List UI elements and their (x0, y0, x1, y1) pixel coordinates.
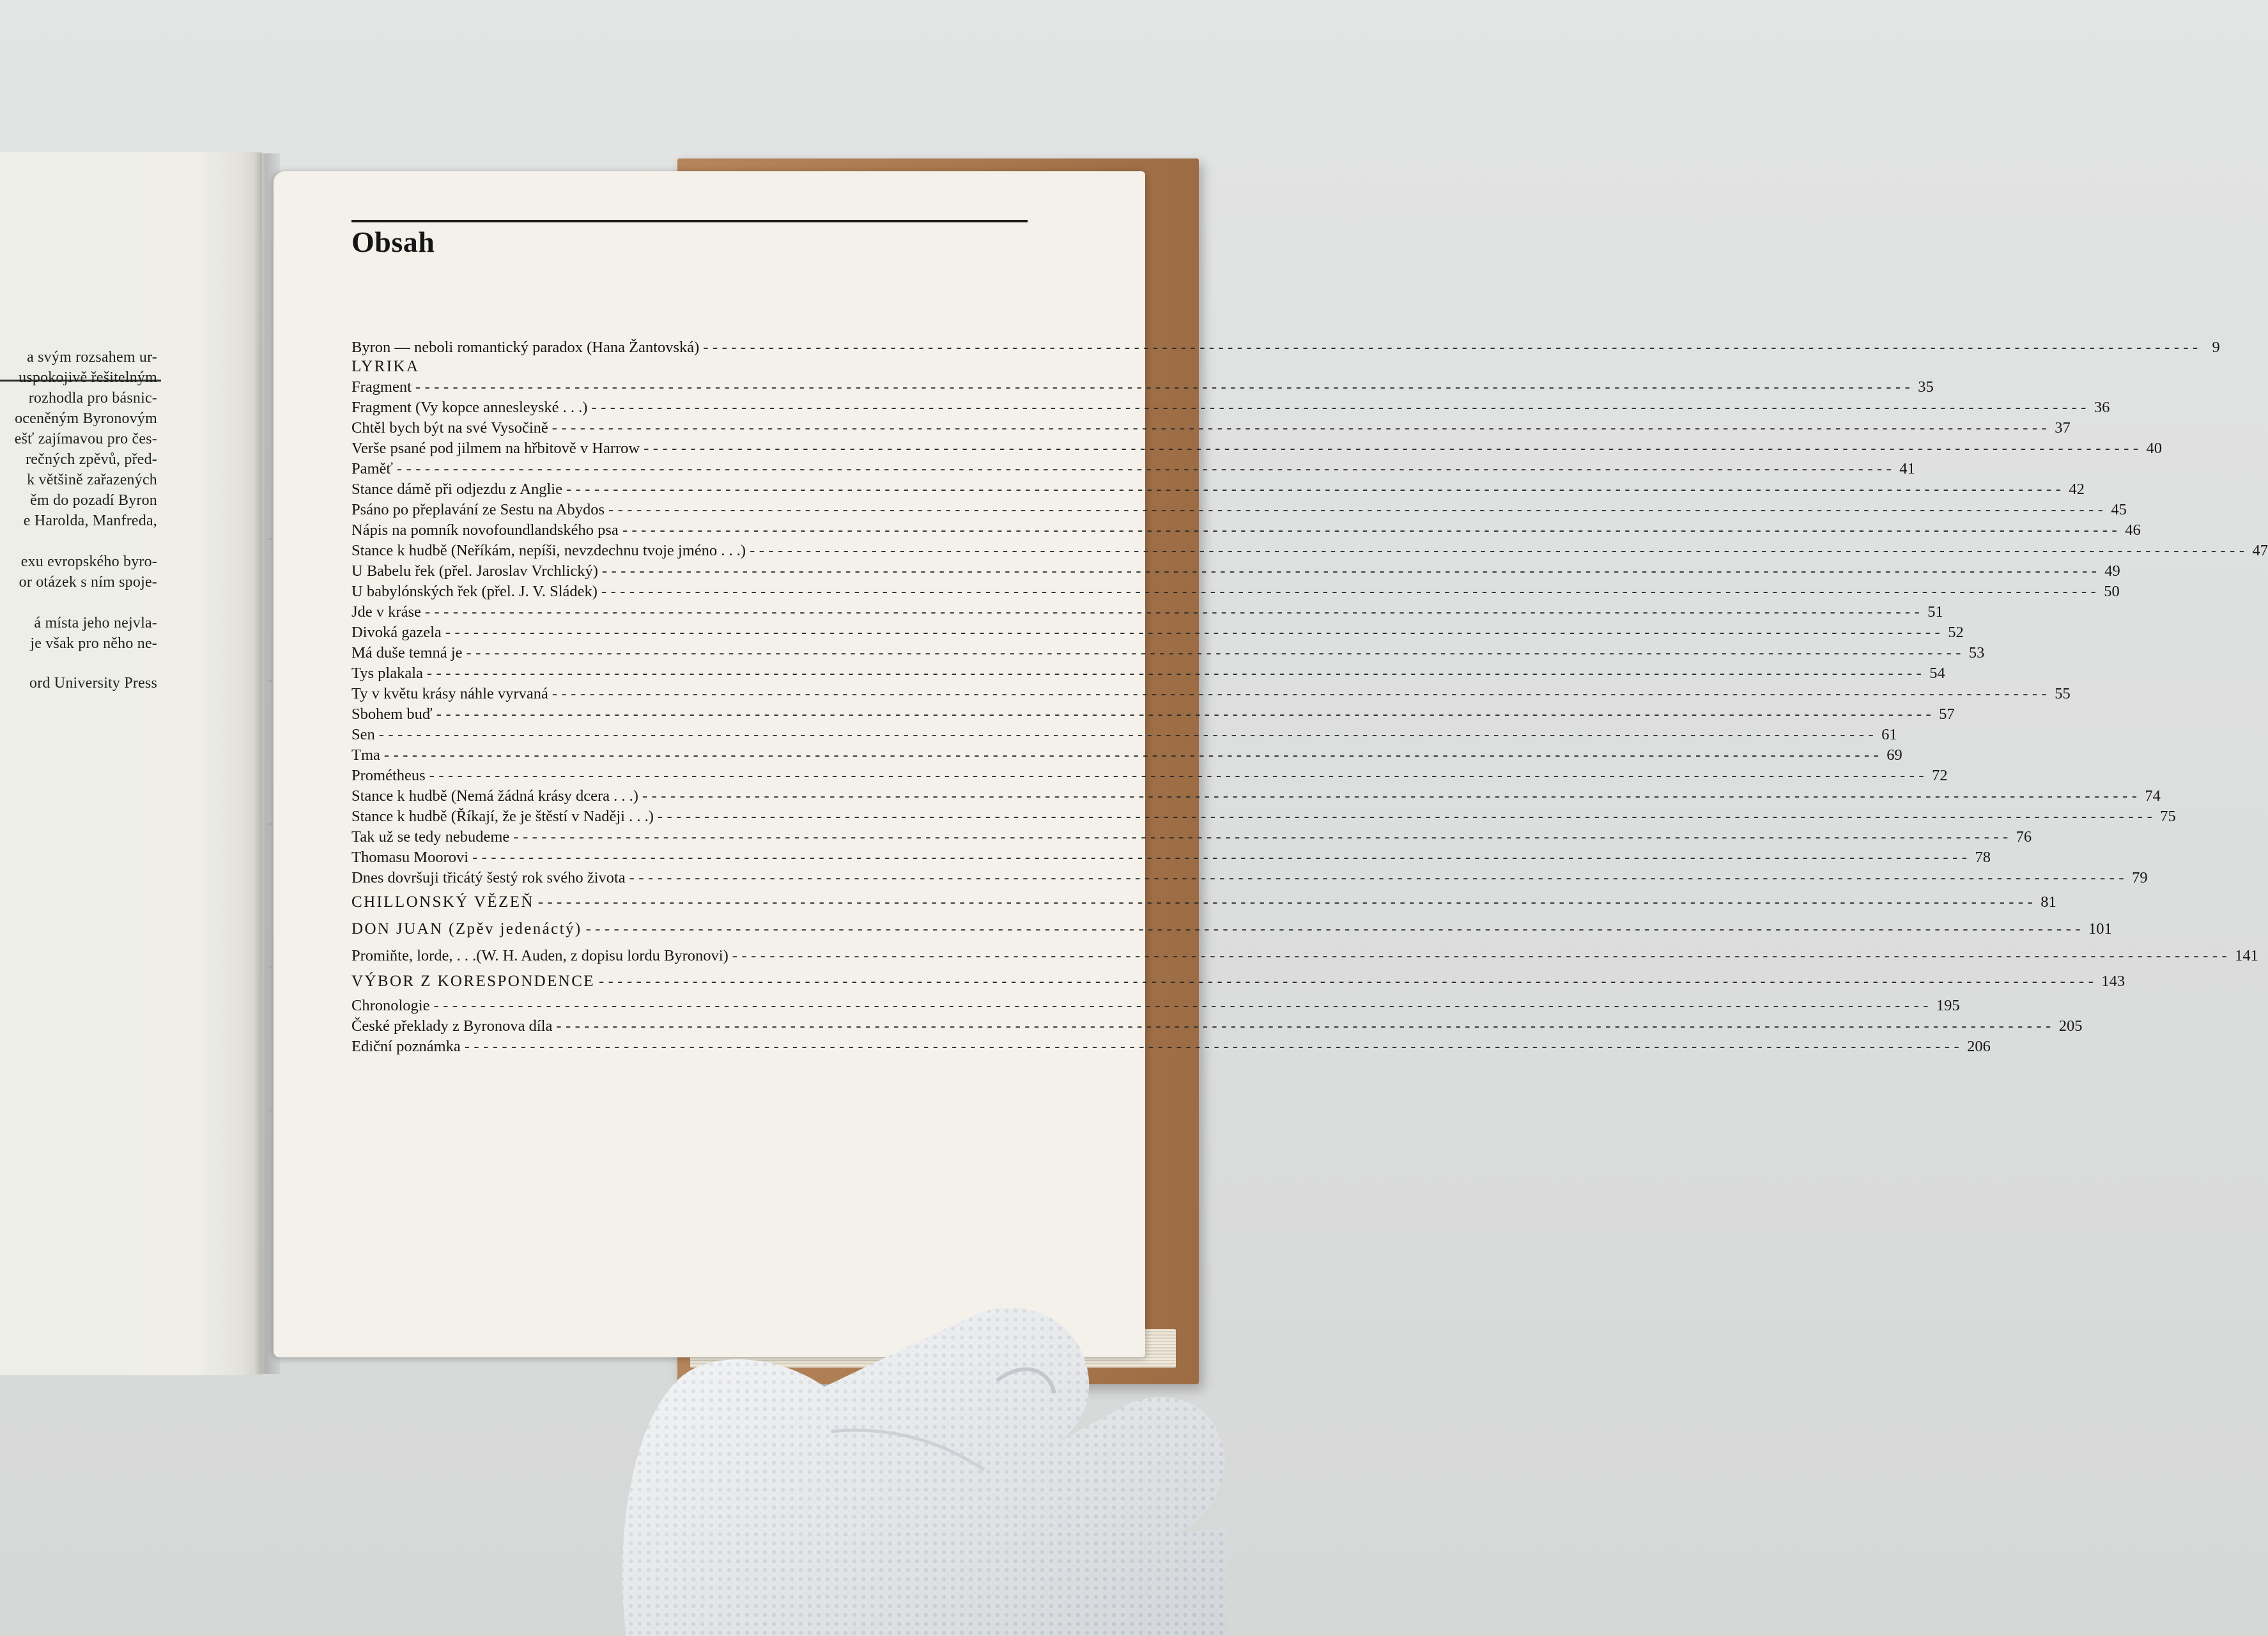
toc-leader-dots: ---------------------------------------------------------------------------------------------------------------------------------------------------------------- (466, 644, 1965, 661)
toc-leader-dots: ---------------------------------------------------------------------------------------------------------------------------------------------------------------- (415, 378, 1915, 396)
glove-shape (622, 1308, 1227, 1636)
left-page-line: uspokojivě řešitelným (19, 369, 157, 386)
toc-entry-title: Byron — neboli romantický paradox (Hana Žantovská) (351, 339, 700, 356)
toc-entry-title: Stance k hudbě (Neříkám, nepíši, nevzdechnu tvoje jméno . . .) (351, 542, 746, 559)
toc-leader-dots: ---------------------------------------------------------------------------------------------------------------------------------------------------------------- (464, 1038, 1964, 1055)
toc-entry-title: DON JUAN (Zpěv jedenáctý) (351, 920, 582, 938)
toc-page-number: 40 (2146, 440, 2162, 457)
toc-page-number: 57 (1939, 706, 1955, 723)
toc-entry-title: Ty v květu krásy náhle vyrvaná (351, 685, 548, 702)
toc-leader-dots: ---------------------------------------------------------------------------------------------------------------------------------------------------------------- (552, 685, 2051, 702)
toc-entry-title: Stance dámě při odjezdu z Anglie (351, 481, 562, 498)
left-page-line: or otázek s ním spoje- (19, 574, 157, 590)
toc-leader-dots: ---------------------------------------------------------------------------------------------------------------------------------------------------------------- (644, 440, 2143, 457)
toc-leader-dots: ---------------------------------------------------------------------------------------------------------------------------------------------------------------- (556, 1017, 2055, 1035)
toc-leader-dots: ---------------------------------------------------------------------------------------------------------------------------------------------------------------- (566, 481, 2065, 498)
toc-entry-title: Fragment (Vy kopce annesleyské . . .) (351, 399, 588, 416)
toc-page-number: 79 (2132, 869, 2148, 886)
toc-page-number: 61 (1881, 726, 1897, 743)
toc-page-number: 195 (1936, 997, 1960, 1014)
toc-page-number: 143 (2101, 973, 2125, 990)
toc-leader-dots: ---------------------------------------------------------------------------------------------------------------------------------------------------------------- (383, 746, 1883, 764)
toc-leader-dots: ---------------------------------------------------------------------------------------------------------------------------------------------------------------- (622, 521, 2122, 539)
left-page-line: e Harolda, Manfreda, (23, 513, 157, 529)
left-page-line: je však pro něho ne- (30, 635, 157, 652)
toc-leader-dots: ---------------------------------------------------------------------------------------------------------------------------------------------------------------- (732, 947, 2232, 964)
toc-entry-title: Paměť (351, 460, 393, 477)
toc-page-number: 53 (1968, 644, 1985, 661)
toc-entry-title: Promiňte, lorde, . . .(W. H. Auden, z dopisu lordu Byronovi) (351, 947, 729, 964)
toc-page-number: 52 (1948, 624, 1964, 641)
toc-entry-title: Thomasu Moorovi (351, 849, 469, 866)
toc-page-number: 141 (2235, 947, 2258, 964)
toc-entry-title: České překlady z Byronova díla (351, 1017, 553, 1035)
left-page-line: á místa jeho nejvla- (34, 615, 157, 631)
toc-entry-title: Nápis na pomník novofoundlandského psa (351, 521, 619, 539)
toc-entry-title: Chtěl bych být na své Vysočině (351, 419, 548, 436)
left-page-line: ěm do pozadí Byron (30, 492, 157, 509)
toc-entry-title: Ediční poznámka (351, 1038, 461, 1055)
toc-page-number: 78 (1975, 849, 1991, 866)
toc-leader-dots: ---------------------------------------------------------------------------------------------------------------------------------------------------------------- (601, 562, 2101, 580)
toc-page-number: 69 (1886, 746, 1902, 764)
toc-entry-title: Jde v kráse (351, 603, 421, 621)
left-page-line: k většině zařazených (27, 472, 157, 488)
toc-page-number: 51 (1927, 603, 1943, 621)
toc-entry-title: VÝBOR Z KORESPONDENCE (351, 973, 595, 990)
toc-page-number: 75 (2160, 808, 2176, 825)
toc-leader-dots: ---------------------------------------------------------------------------------------------------------------------------------------------------------------- (445, 624, 1945, 641)
left-page-line: rečných zpěvů, před- (26, 451, 157, 468)
toc-leader-dots: ---------------------------------------------------------------------------------------------------------------------------------------------------------------- (750, 542, 2249, 559)
toc-entry-title: Tys plakala (351, 665, 423, 682)
left-page-line: ord University Press (29, 675, 157, 691)
toc-entry-title: U Babelu řek (přel. Jaroslav Vrchlický) (351, 562, 598, 580)
toc-leader-dots: ---------------------------------------------------------------------------------------------------------------------------------------------------------------- (436, 706, 1936, 723)
toc-entry-title: Prométheus (351, 767, 426, 784)
toc-page-number: 55 (2055, 685, 2071, 702)
toc-entry-title: Tma (351, 746, 380, 764)
toc-page-number: 81 (2040, 893, 2056, 911)
toc-entry-title: Sen (351, 726, 375, 743)
toc-title: Obsah (351, 226, 435, 258)
toc-page-number: 76 (2016, 828, 2032, 845)
left-page-line: oceněným Byronovým (15, 410, 157, 427)
toc-leader-dots: ---------------------------------------------------------------------------------------------------------------------------------------------------------------- (537, 893, 2037, 911)
toc-leader-dots: ---------------------------------------------------------------------------------------------------------------------------------------------------------------- (552, 419, 2051, 436)
toc-entry-title: Chronologie (351, 997, 430, 1014)
toc-leader-dots: ---------------------------------------------------------------------------------------------------------------------------------------------------------------- (657, 808, 2157, 825)
toc-page-number: 42 (2069, 481, 2085, 498)
toc-page-number: 35 (1918, 378, 1934, 396)
toc-leader-dots: ---------------------------------------------------------------------------------------------------------------------------------------------------------------- (629, 869, 2129, 886)
toc-entry-title: Divoká gazela (351, 624, 442, 641)
toc-page-number: 101 (2088, 920, 2112, 938)
toc-page-number: 37 (2055, 419, 2071, 436)
toc-leader-dots: ---------------------------------------------------------------------------------------------------------------------------------------------------------------- (642, 787, 2141, 805)
toc-leader-dots: ---------------------------------------------------------------------------------------------------------------------------------------------------------------- (378, 726, 1878, 743)
toc-entry-title: Tak už se tedy nebudeme (351, 828, 510, 845)
toc-leader-dots: ---------------------------------------------------------------------------------------------------------------------------------------------------------------- (591, 399, 2090, 416)
left-page-line: rozhodla pro básnic- (28, 390, 157, 406)
toc-page-number: 54 (1929, 665, 1945, 682)
toc-leader-dots: ---------------------------------------------------------------------------------------------------------------------------------------------------------------- (601, 583, 2101, 600)
toc-entry-title: U babylónských řek (přel. J. V. Sládek) (351, 583, 598, 600)
toc-page-number: 36 (2094, 399, 2110, 416)
left-page-line: a svým rozsahem ur- (27, 349, 157, 366)
toc-page-number: 74 (2145, 787, 2161, 805)
toc-page-number: 205 (2058, 1017, 2083, 1035)
toc-leader-dots: ---------------------------------------------------------------------------------------------------------------------------------------------------------------- (433, 997, 1932, 1014)
toc-entry-title: LYRIKA (351, 358, 420, 375)
toc-page-number: 46 (2125, 521, 2141, 539)
toc-leader-dots: ---------------------------------------------------------------------------------------------------------------------------------------------------------------- (585, 920, 2085, 938)
toc-leader-dots: ---------------------------------------------------------------------------------------------------------------------------------------------------------------- (424, 603, 1924, 621)
left-page-line: ešť zajímavou pro čes- (14, 431, 157, 447)
toc-leader-dots: ---------------------------------------------------------------------------------------------------------------------------------------------------------------- (472, 849, 1971, 866)
toc-entry-title: Psáno po přeplavání ze Sestu na Abydos (351, 501, 605, 518)
toc-entry-title: Dnes dovršuji třicátý šestý rok svého života (351, 869, 626, 886)
toc-page-number: 206 (1967, 1038, 1991, 1055)
toc-page-number: 45 (2111, 501, 2127, 518)
toc-entry-title: Sbohem buď (351, 706, 433, 723)
toc-leader-dots: ---------------------------------------------------------------------------------------------------------------------------------------------------------------- (426, 665, 1926, 682)
toc-entry-title: CHILLONSKÝ VĚZEŇ (351, 893, 534, 911)
toc-page-number: 9 (2212, 339, 2220, 356)
toc-entry-title: Stance k hudbě (Nemá žádná krásy dcera . . .) (351, 787, 638, 805)
toc-leader-dots: ---------------------------------------------------------------------------------------------------------------------------------------------------------------- (608, 501, 2108, 518)
toc-leader-dots: ---------------------------------------------------------------------------------------------------------------------------------------------------------------- (598, 973, 2098, 990)
toc-page-number: 47 (2252, 542, 2268, 559)
toc-leader-dots: ---------------------------------------------------------------------------------------------------------------------------------------------------------------- (703, 339, 2202, 356)
toc-entry-title: Má duše temná je (351, 644, 463, 661)
toc-entry-title: Verše psané pod jilmem na hřbitově v Harrow (351, 440, 640, 457)
toc-leader-dots: ---------------------------------------------------------------------------------------------------------------------------------------------------------------- (513, 828, 2012, 845)
toc-page-number: 41 (1899, 460, 1915, 477)
left-page-line: exu evropského byro- (20, 553, 157, 570)
toc-leader-dots: ---------------------------------------------------------------------------------------------------------------------------------------------------------------- (429, 767, 1929, 784)
toc-page-number: 50 (2104, 583, 2120, 600)
toc-entry-title: Fragment (351, 378, 412, 396)
toc-page-number: 72 (1932, 767, 1948, 784)
toc-page-number: 49 (2104, 562, 2120, 580)
toc-leader-dots: ---------------------------------------------------------------------------------------------------------------------------------------------------------------- (396, 460, 1896, 477)
toc-entry-title: Stance k hudbě (Říkají, že je štěstí v Naději . . .) (351, 808, 654, 825)
